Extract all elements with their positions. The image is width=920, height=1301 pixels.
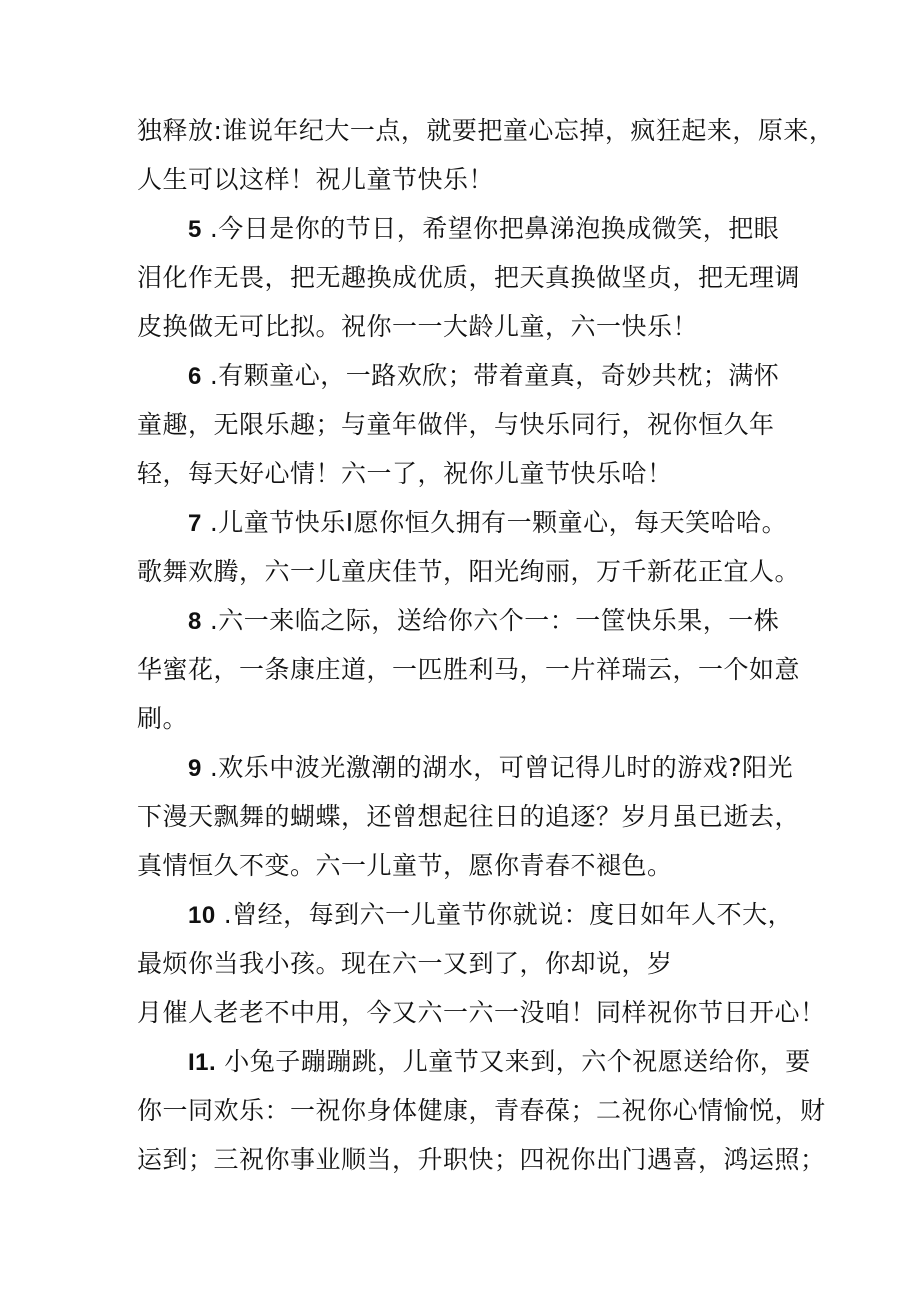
paragraph-line — [188, 214, 779, 245]
paragraph-line — [137, 704, 188, 734]
item-number: 8 — [188, 608, 202, 635]
line-text: .六一来临之际，送给你六个一：一筐快乐果，一株 — [209, 606, 780, 635]
line-text: 独释放:谁说年纪大一点，就要把童心忘掉，疯狂起来，原来， — [137, 116, 835, 145]
paragraph-line — [137, 949, 673, 979]
paragraph-line — [137, 312, 698, 342]
paragraph-line — [137, 1145, 826, 1175]
paragraph-line — [137, 998, 826, 1028]
paragraph-line — [188, 1047, 811, 1078]
paragraph-line — [137, 655, 800, 685]
paragraph-line — [137, 165, 494, 195]
line-text: 真情恒久不变。六一儿童节，愿你青春不褪色。 — [137, 851, 673, 880]
line-text: 轻，每天好心情！六一了，祝你儿童节快乐哈！ — [137, 459, 673, 488]
line-text: 最烦你当我小孩。现在六一又到了，你却说，岁 — [137, 949, 673, 978]
item-number: 6 — [188, 363, 202, 390]
line-text: 小兔子蹦蹦跳，儿童节又来到，六个祝愿送给你，要 — [224, 1047, 811, 1076]
line-text: .有颗童心，一路欢欣；带着童真，奇妙共枕；满怀 — [209, 361, 780, 390]
item-number: I1. — [188, 1049, 217, 1076]
line-text: .今日是你的节日，希望你把鼻涕泡换成微笑，把眼 — [209, 214, 780, 243]
paragraph-line — [188, 361, 779, 392]
item-number: 9 — [188, 755, 202, 782]
line-text: 歌舞欢腾，六一儿童庆佳节，阳光绚丽，万千新花正宜人。 — [137, 557, 801, 586]
paragraph-line — [137, 557, 800, 587]
paragraph-line — [137, 851, 673, 881]
item-number: 10 — [188, 902, 216, 929]
line-text: .曾经，每到六一儿童节你就说：度日如年人不大， — [223, 900, 794, 929]
paragraph-line — [137, 1096, 826, 1126]
paragraph-line — [137, 410, 775, 440]
paragraph-line — [137, 116, 834, 146]
paragraph-line — [188, 606, 779, 637]
line-text: 人生可以这样！祝儿童节快乐！ — [137, 165, 495, 194]
item-number: 7 — [188, 510, 202, 537]
line-text: 你一同欢乐：一祝你身体健康，青春葆；二祝你心情愉悦，财 — [137, 1096, 826, 1125]
item-number: 5 — [188, 216, 202, 243]
line-text: 运到；三祝你事业顺当，升职快；四祝你出门遇喜，鸿运照； — [137, 1145, 826, 1174]
line-text: 月催人老老不中用，今又六一六一没咱！同样祝你节日开心！ — [137, 998, 826, 1027]
line-text: 皮换做无可比拟。祝你一一大龄儿童，六一快乐！ — [137, 312, 699, 341]
paragraph-line — [188, 508, 787, 539]
line-text: .儿童节快乐I愿你恒久拥有一颗童心，每天笑哈哈。 — [209, 508, 788, 537]
line-text: 童趣，无限乐趣；与童年做伴，与快乐同行，祝你恒久年 — [137, 410, 775, 439]
line-text: .欢乐中波光激潮的湖水，可曾记得儿时的游戏?阳光 — [209, 753, 794, 782]
line-text: 泪化作无畏，把无趣换成优质，把天真换做坚贞，把无理调 — [137, 263, 801, 292]
paragraph-line — [188, 900, 793, 931]
paragraph-line — [188, 753, 793, 784]
line-text: 华蜜花，一条康庄道，一匹胜利马，一片祥瑞云，一个如意 — [137, 655, 801, 684]
paragraph-line — [137, 802, 800, 832]
paragraph-line — [137, 459, 673, 489]
line-text: 下漫天飘舞的蝴蝶，还曾想起往日的追逐？岁月虽已逝去， — [137, 802, 801, 831]
line-text: 刷。 — [137, 704, 189, 733]
paragraph-line — [137, 263, 800, 293]
